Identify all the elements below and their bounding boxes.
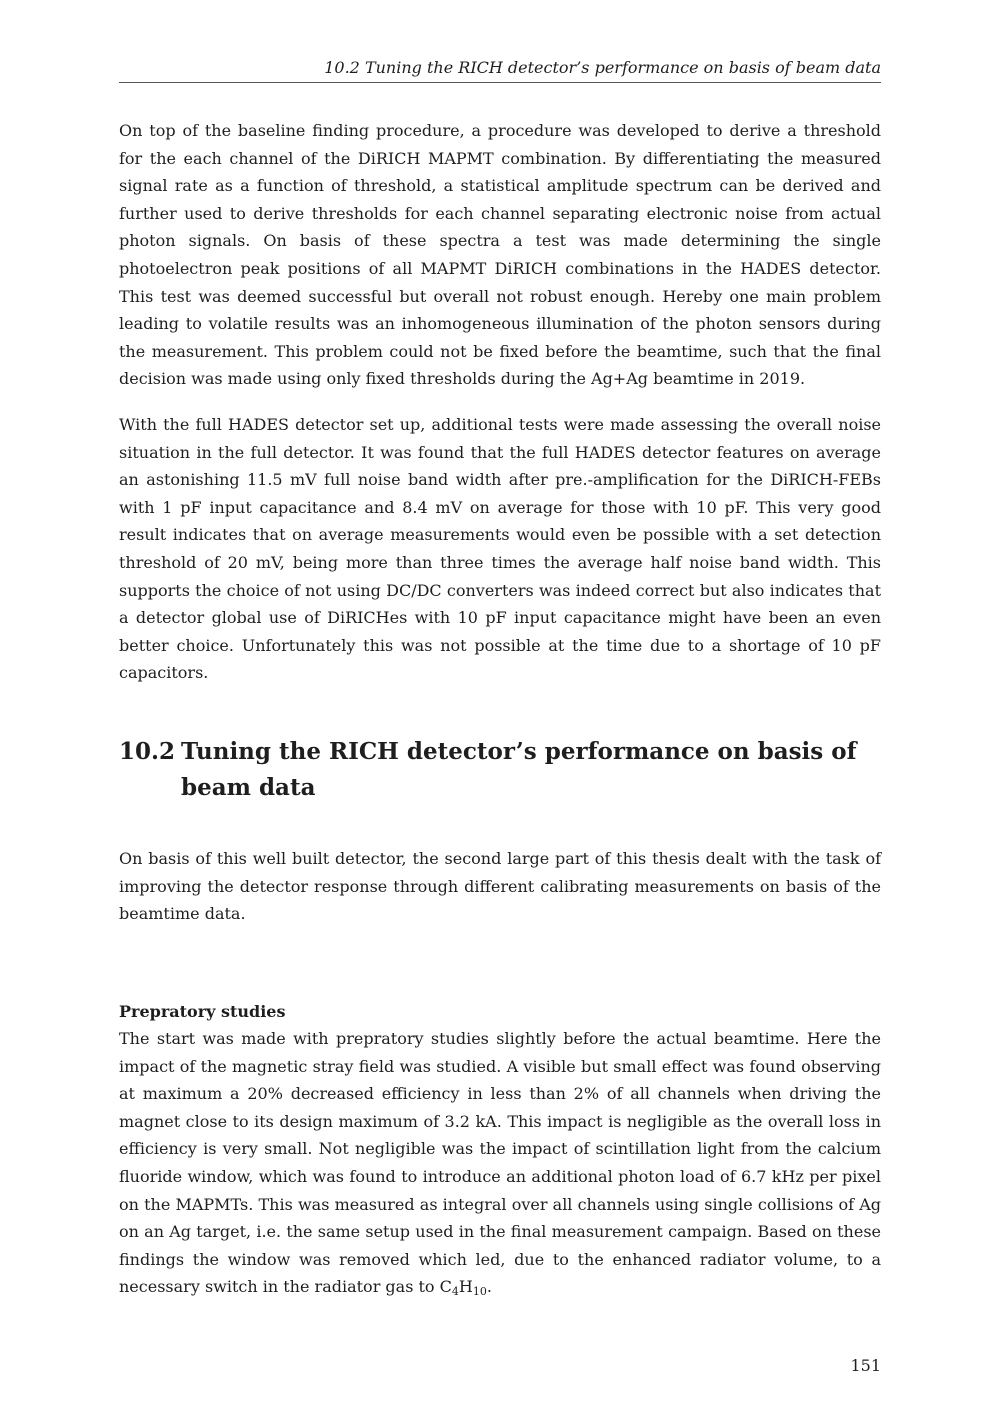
section-title: Tuning the RICH detector’s performance on basis of beam data — [181, 738, 857, 801]
paragraph-end-punctuation: . — [486, 1277, 492, 1297]
paragraph-text: On top of the baseline finding procedure, a procedure was developed to derive a threshold for the each channel of the DiRICH MAPMT combination. By differentiating the measured signal rate as a function of threshold, a statistical amplitude spectrum can be derived and further used to derive thresholds for each channel separating electronic noise from actual photon signals. On basis of these spectra a test was made determining the single photoelectron peak positions of all MAPMT DiRICH combinations in the HADES detector. This test was deemed successful but overall not robust enough. Hereby one main problem leading to volatile results was an inhomogeneous illumination of the photon sensors during the measurement. This problem could not be fixed before the beamtime, such that the final decision was made using only fixed thresholds during the Ag+Ag beamtime in 2019. — [119, 121, 881, 389]
running-header: 10.2 Tuning the RICH detector’s performance on basis of beam data — [119, 58, 881, 83]
paragraph-text: On basis of this well built detector, the second large part of this thesis dealt with the task of improving the detector response through different calibrating measurements on basis of the beamtime data. — [119, 849, 881, 924]
section-number: 10.2 — [119, 738, 176, 765]
paragraph-section-intro — [119, 845, 881, 928]
subsection-heading: Prepratory studies — [119, 1002, 286, 1021]
chem-subscript-c: 4 — [451, 1285, 459, 1299]
chem-element-h: H — [458, 1277, 473, 1297]
paragraph-threshold-procedure — [119, 117, 881, 393]
paragraph-noise-situation — [119, 411, 881, 687]
section-heading — [119, 734, 881, 806]
paragraph-prepratory-studies — [119, 1025, 881, 1301]
chem-element-c: C — [439, 1277, 452, 1297]
chem-formula — [439, 1277, 487, 1299]
page-number: 151 — [850, 1356, 881, 1375]
chem-subscript-h: 10 — [472, 1285, 487, 1299]
paragraph-text — [119, 1025, 881, 1301]
paragraph-text: With the full HADES detector set up, additional tests were made assessing the overall noise situation in the full detector. It was found that the full HADES detector features on average an astonishing 11.5 mV full noise band width after pre.-amplification for the DiRICH-FEBs with 1 pF input capacitance and 8.4 mV on average for those with 10 pF. This very good result indicates that on average measurements would even be possible with a set detection threshold of 20 mV, being more than three times the average half noise band width. This supports the choice of not using DC/DC converters was indeed correct but also indicates that a detector global use of DiRICHes with 10 pF input capacitance might have been an even better choice. Unfortunately this was not possible at the time due to a shortage of 10 pF capacitors. — [119, 415, 881, 683]
paragraph-main-text: The start was made with prepratory studies slightly before the actual beamtime. Here the impact of the magnetic stray field was studied. A visible but small effect was found observing at maximum a 20% decreased efficiency in less than 2% of all channels when driving the magnet close to its design maximum of 3.2 kA. This impact is negligible as the overall loss in efficiency is very small. Not negligible was the impact of scintillation light from the calcium fluoride window, which was found to introduce an additional photon load of 6.7 kHz per pixel on the MAPMTs. This was measured as integral over all channels using single collisions of Ag on an Ag target, i.e. the same setup used in the final measurement campaign. Based on these findings the window was removed which led, due to the enhanced radiator volume, to a necessary switch in the radiator gas to — [119, 1029, 881, 1297]
